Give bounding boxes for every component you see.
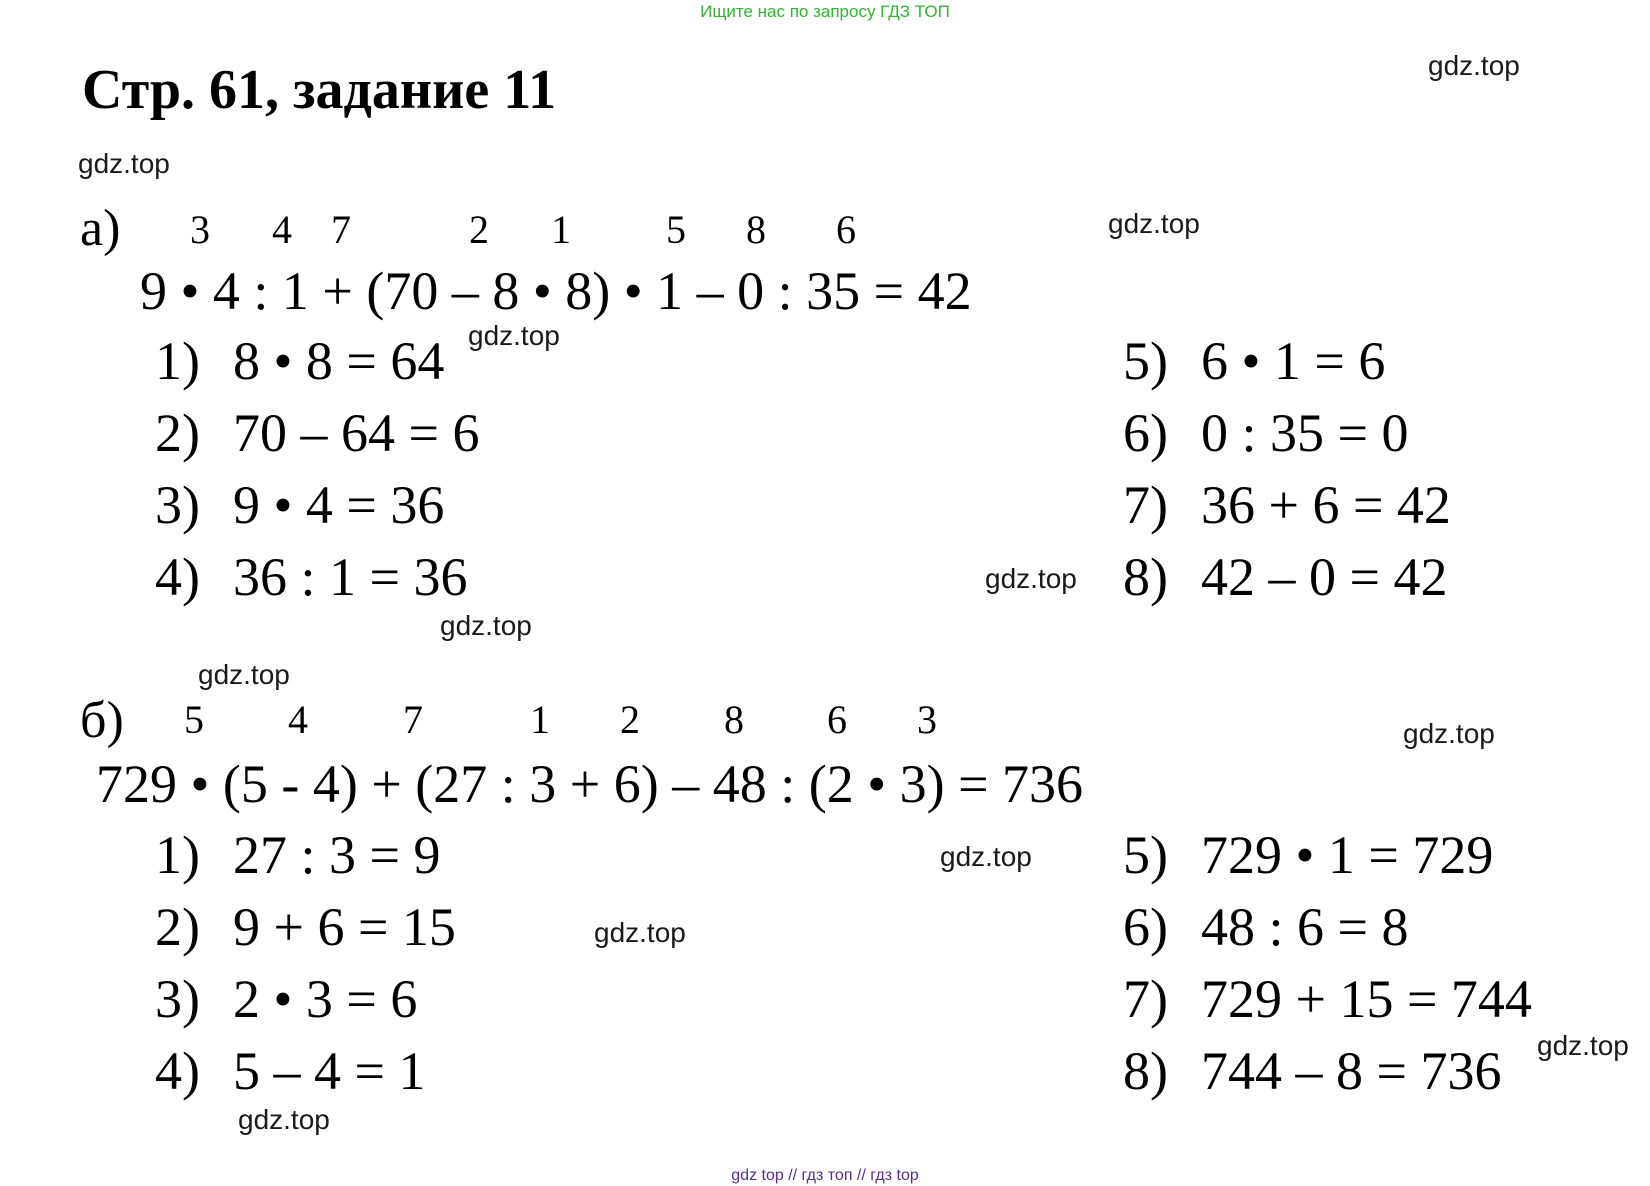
footer-links: gdz top // гдз топ // гдз top xyxy=(731,1167,919,1184)
part-a-step: 6) 0 : 35 = 0 xyxy=(1123,403,1409,463)
watermark: gdz.top xyxy=(1108,208,1200,239)
part-b-step: 7) 729 + 15 = 744 xyxy=(1123,969,1532,1029)
search-banner: Ищите нас по запросу ГДЗ ТОП xyxy=(700,2,950,21)
order-number: 1 xyxy=(551,207,571,252)
page-title: Стр. 61, задание 11 xyxy=(82,59,557,121)
part-a-step: 3) 9 • 4 = 36 xyxy=(155,475,445,535)
order-number: 1 xyxy=(530,697,550,742)
order-number: 3 xyxy=(190,207,210,252)
watermark: gdz.top xyxy=(1428,50,1520,81)
order-number: 8 xyxy=(746,207,766,252)
part-a-step: 2) 70 – 64 = 6 xyxy=(155,403,480,463)
watermark: gdz.top xyxy=(468,320,560,351)
order-number: 4 xyxy=(288,697,308,742)
order-number: 6 xyxy=(836,207,856,252)
order-number: 7 xyxy=(403,697,423,742)
order-number: 8 xyxy=(724,697,744,742)
part-b-step: 6) 48 : 6 = 8 xyxy=(1123,897,1409,957)
watermark: gdz.top xyxy=(440,610,532,641)
part-a-step: 7) 36 + 6 = 42 xyxy=(1123,475,1451,535)
order-number: 6 xyxy=(827,697,847,742)
part-a-step: 8) 42 – 0 = 42 xyxy=(1123,547,1448,607)
part-b-step: 3) 2 • 3 = 6 xyxy=(155,969,418,1029)
part-a-order-row xyxy=(0,207,1000,254)
order-number: 7 xyxy=(331,207,351,252)
part-a-step: 1) 8 • 8 = 64 xyxy=(155,331,445,391)
order-number: 2 xyxy=(620,697,640,742)
watermark: gdz.top xyxy=(1403,718,1495,749)
watermark: gdz.top xyxy=(940,841,1032,872)
order-number: 5 xyxy=(184,697,204,742)
part-b-step: 8) 744 – 8 = 736 xyxy=(1123,1041,1502,1101)
order-number: 2 xyxy=(469,207,489,252)
part-b-expression: 729 • (5 - 4) + (27 : 3 + 6) – 48 : (2 • 3) = 736 xyxy=(96,754,1084,814)
part-a-letter: а) xyxy=(80,200,121,257)
watermark: gdz.top xyxy=(78,148,170,179)
part-b-step: 1) 27 : 3 = 9 xyxy=(155,825,441,885)
watermark: gdz.top xyxy=(1537,1030,1629,1061)
part-b-order-row xyxy=(0,697,1000,744)
part-b-step: 4) 5 – 4 = 1 xyxy=(155,1041,426,1101)
part-b-step: 5) 729 • 1 = 729 xyxy=(1123,825,1494,885)
watermark: gdz.top xyxy=(985,563,1077,594)
part-a-step: 5) 6 • 1 = 6 xyxy=(1123,331,1386,391)
watermark: gdz.top xyxy=(594,917,686,948)
order-number: 5 xyxy=(666,207,686,252)
part-a-step: 4) 36 : 1 = 36 xyxy=(155,547,468,607)
part-b-letter: б) xyxy=(80,692,124,749)
watermark: gdz.top xyxy=(238,1104,330,1135)
watermark: gdz.top xyxy=(198,659,290,690)
order-number: 4 xyxy=(272,207,292,252)
part-b-step: 2) 9 + 6 = 15 xyxy=(155,897,456,957)
order-number: 3 xyxy=(917,697,937,742)
part-a-expression: 9 • 4 : 1 + (70 – 8 • 8) • 1 – 0 : 35 = 42 xyxy=(140,261,972,321)
